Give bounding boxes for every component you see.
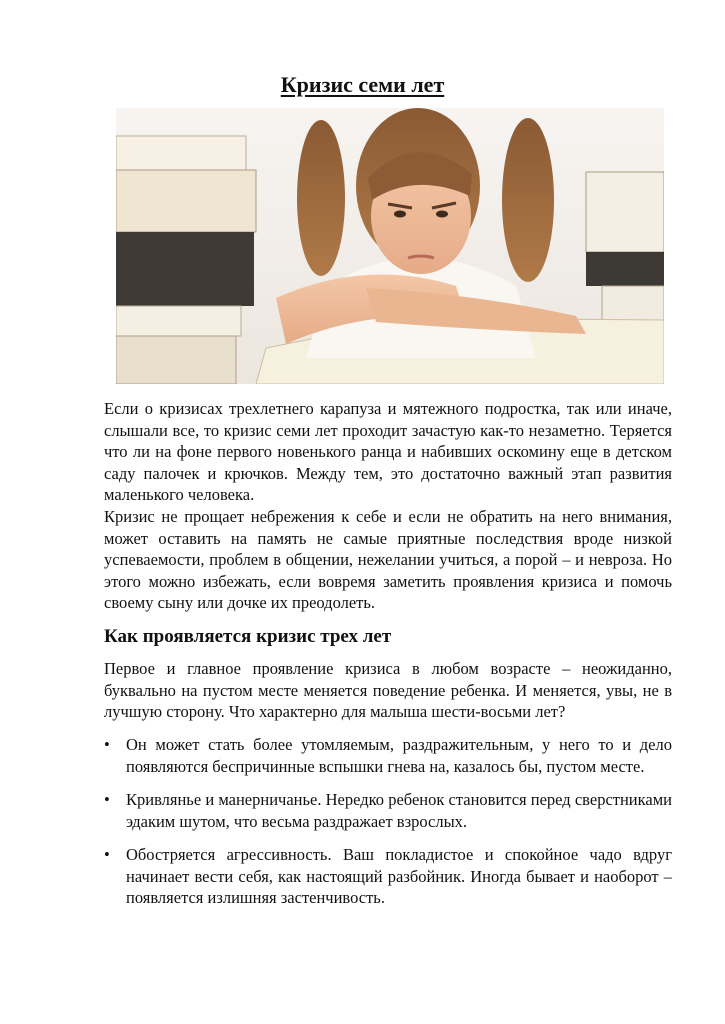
girl-photo: [116, 108, 664, 384]
list-item: • Он может стать более утомляемым, раздражительным, у него то и дело появляются беспричинные вспышки гнева на, казалось бы, пустом месте.: [104, 734, 672, 777]
intro-paragraph-1: Если о кризисах трехлетнего карапуза и мятежного подростка, так или иначе, слышали все, то кризис семи лет проходит зачастую как-то незаметно. Теряется что ли на фоне первого новенького ранца и набивших оскомину еще в детском саду палочек и крючков. Между тем, это достаточно важный этап развития маленького человека.: [104, 399, 672, 504]
intro-paragraph-2: Кризис не прощает небрежения к себе и если не обратить на него внимания, может оставить на память не самые приятные последствия вроде низкой успеваемости, проблем в общении, нежелании учиться, а порой – и невроза. Но этого можно избежать, если вовремя заметить проявления кризиса и помочь своему сыну или дочке их преодолеть.: [104, 507, 672, 612]
symptom-list: [104, 734, 672, 921]
list-item: • Кривлянье и манерничанье. Нередко ребенок становится перед сверстниками эдаким шутом, что весьма раздражает взрослых.: [104, 789, 672, 832]
left-books: [116, 136, 256, 384]
section-paragraph: Первое и главное проявление кризиса в любом возрасте – неожиданно, буквально на пустом месте меняется поведение ребенка. И меняется, увы, не в лучшую сторону. Что характерно для малыша шести-восьми лет?: [104, 659, 672, 721]
page-title: Кризис семи лет: [280, 72, 445, 97]
section-heading: Как проявляется кризис трех лет: [104, 626, 392, 647]
list-item: • Обостряется агрессивность. Ваш покладистое и спокойное чадо вдруг начинает вести себя, как настоящий разбойник. Иногда бывает и наоборот – появляется излишняя застенчивость.: [104, 844, 672, 909]
